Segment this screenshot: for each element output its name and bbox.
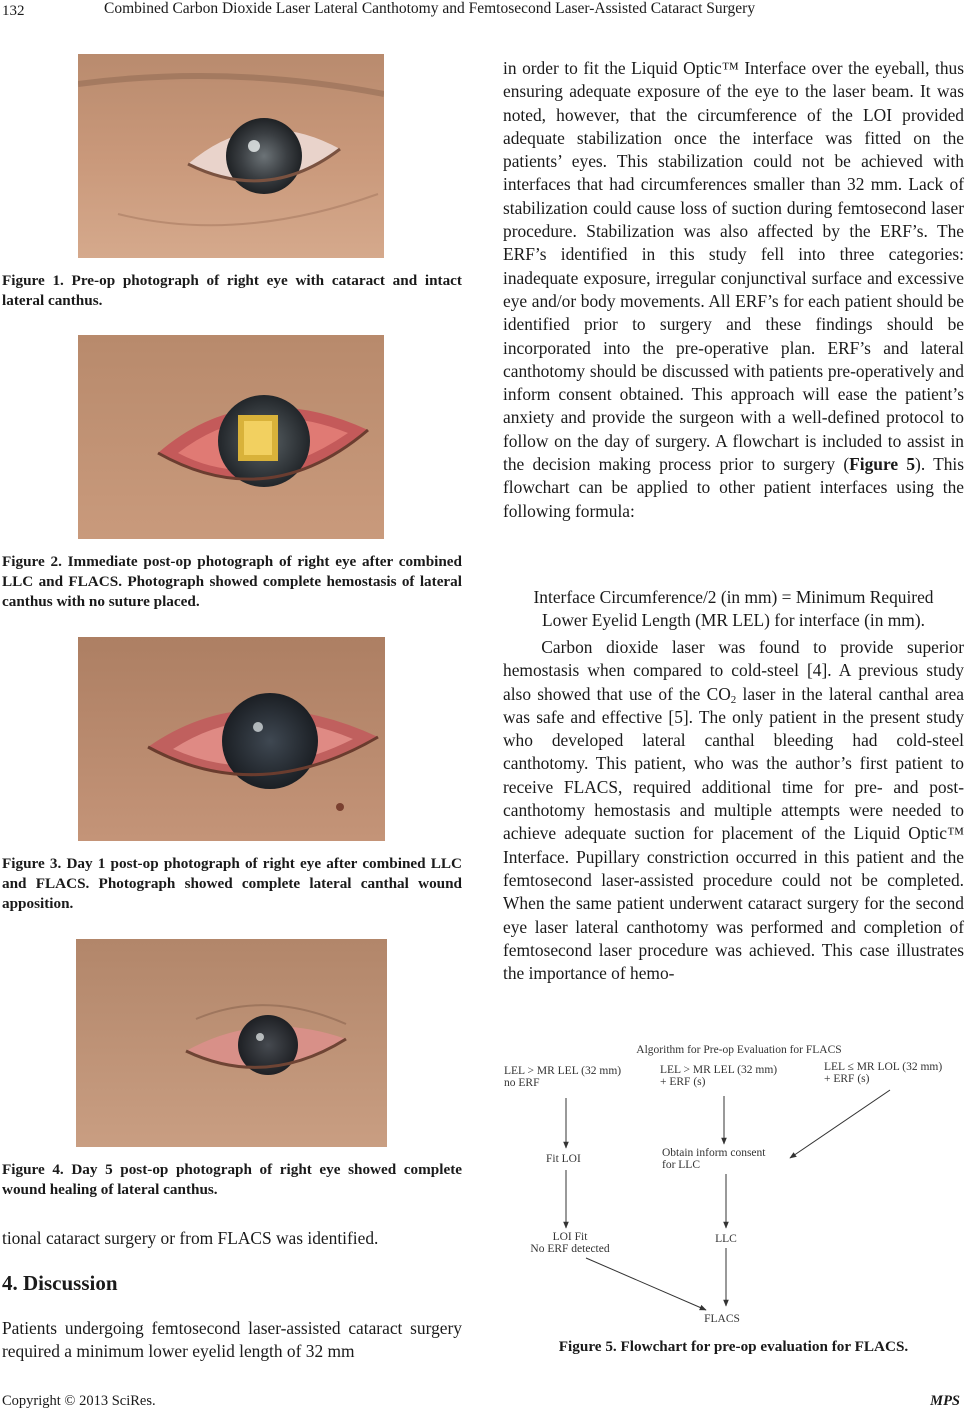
page-number: 132	[2, 3, 25, 19]
footer-copyright: Copyright © 2013 SciRes.	[2, 1393, 156, 1409]
footer-journal: MPS	[930, 1393, 960, 1409]
figure-3-photo	[78, 637, 385, 841]
para2-text-b: laser in the lateral canthal area was safe and effective [5]. The only patient in the present study who developed lateral canthal bleeding had cold-steel canthotomy. This patient, who was the author’s first patient to receive FLACS, required additional time for pre- and post-canthotomy hemostasis and multiple attempts were needed to achieve adequate suction for placement of the Liquid Optic™ Interface. Pupillary constriction occurred in this patient and the femtosecond laser-assisted procedure could not be completed. When the same patient underwent cataract surgery for the second eye laser lateral canthotomy was performed and completion of femtosecond laser procedure was achieved. This case illustrates the importance of hemo-	[503, 683, 964, 984]
section-heading-discussion: 4. Discussion	[2, 1271, 118, 1295]
flowchart-box3-line1: LEL ≤ MR LOL (32 mm)	[824, 1061, 943, 1073]
flowchart-box2-line2: + ERF (s)	[660, 1076, 706, 1088]
arrow-loi-fit-to-flacs	[586, 1258, 706, 1310]
flowchart-box1-line1: LEL > MR LEL (32 mm)	[504, 1065, 622, 1077]
formula-line-2: Lower Eyelid Length (MR LEL) for interface (in mm).	[542, 610, 925, 630]
flowchart-loi-fit-line2: No ERF detected	[530, 1243, 610, 1255]
figure-5-caption: Figure 5. Flowchart for pre-op evaluation for FLACS.	[558, 1338, 909, 1355]
running-title: Combined Carbon Dioxide Laser Lateral Canthotomy and Femtosecond Laser-Assisted Cataract Surgery	[104, 0, 756, 17]
co2-subscript: 2	[730, 693, 737, 706]
flowchart-consent-line2: for LLC	[662, 1159, 701, 1171]
discussion-paragraph-start: Patients undergoing femtosecond laser-assisted cataract surgery required a minimum lower eyelid length of 32 mm	[2, 1318, 462, 1362]
flowchart-title: Algorithm for Pre-op Evaluation for FLACS	[636, 1044, 842, 1056]
flowchart-consent-line1: Obtain inform consent	[662, 1147, 766, 1159]
flowchart-arrows	[566, 1090, 890, 1310]
flowchart-box3-line2: + ERF (s)	[824, 1073, 870, 1085]
flowchart-loi-fit-line1: LOI Fit	[552, 1231, 588, 1243]
flowchart-flacs: FLACS	[704, 1313, 740, 1325]
right-paragraph-2	[503, 636, 964, 985]
figure-2-photo	[78, 335, 384, 539]
figure-4-caption: Figure 4. Day 5 post-op photograph of right eye showed complete wound healing of lateral canthus.	[2, 1161, 462, 1198]
arrow-box3-to-consent	[790, 1090, 890, 1158]
figure-1-photo	[78, 54, 384, 258]
para1-text-a: in order to fit the Liquid Optic™ Interface over the eyeball, thus ensuring adequate exposure of the eye to the laser beam. It was noted, however, that the circumference of the LOI provided adequate stabilization once the interface was fitted on the patients’ eyes. This stabilization could not be achieved with interfaces that had circumferences smaller than 32 mm. Lack of stabilization could cause loss of suction during femtosecond laser procedure. Stabilization was also affected by the ERF’s. The ERF’s identified in this study fell into three categories: inadequate exposure, irregular conjunctival surface and excessive eye and/or body movements. All ERF’s for each patient should be identified prior to surgery and these findings should be incorporated into the pre-operative plan. ERF’s and lateral canthotomy should be discussed with patients pre-operatively and inform consent obtained. This approach will ease the patient’s anxiety and provide the surgeon with a well-defined protocol to follow on the day of surgery. A flowchart is included to assist in the decision making process prior to surgery (	[503, 58, 964, 475]
figure-3-caption: Figure 3. Day 1 post-op photograph of right eye after combined LLC and FLACS. Photograph showed complete lateral canthal wound apposition.	[2, 855, 462, 912]
figure-5-flowchart	[500, 1040, 966, 1330]
flowchart-box1-line2: no ERF	[504, 1077, 540, 1089]
figure-4-photo	[76, 939, 387, 1147]
flowchart-fit-loi: Fit LOI	[546, 1153, 581, 1165]
left-continuation-text: tional cataract surgery or from FLACS was identified.	[2, 1228, 379, 1248]
formula-line-1: Interface Circumference/2 (in mm) = Minimum Required	[533, 587, 934, 607]
flowchart-llc: LLC	[715, 1233, 737, 1245]
right-paragraph-1	[503, 57, 964, 523]
para2-text-a: Carbon dioxide laser was found to provide superior hemostasis when compared to cold-steel [4]. A previous study also showed that use of the CO	[503, 637, 964, 704]
figure-2-caption: Figure 2. Immediate post-op photograph of right eye after combined LLC and FLACS. Photograph showed complete hemostasis of lateral canthus with no suture placed.	[2, 553, 462, 610]
para1-text-b: ). This flowchart can be applied to other patient interfaces using the following formula:	[503, 454, 965, 521]
flowchart-box2-line1: LEL > MR LEL (32 mm)	[660, 1064, 778, 1076]
figure-5-reference: Figure 5	[849, 454, 916, 475]
figure-1-caption: Figure 1. Pre-op photograph of right eye with cataract and intact lateral canthus.	[2, 272, 462, 309]
formula	[503, 586, 964, 632]
